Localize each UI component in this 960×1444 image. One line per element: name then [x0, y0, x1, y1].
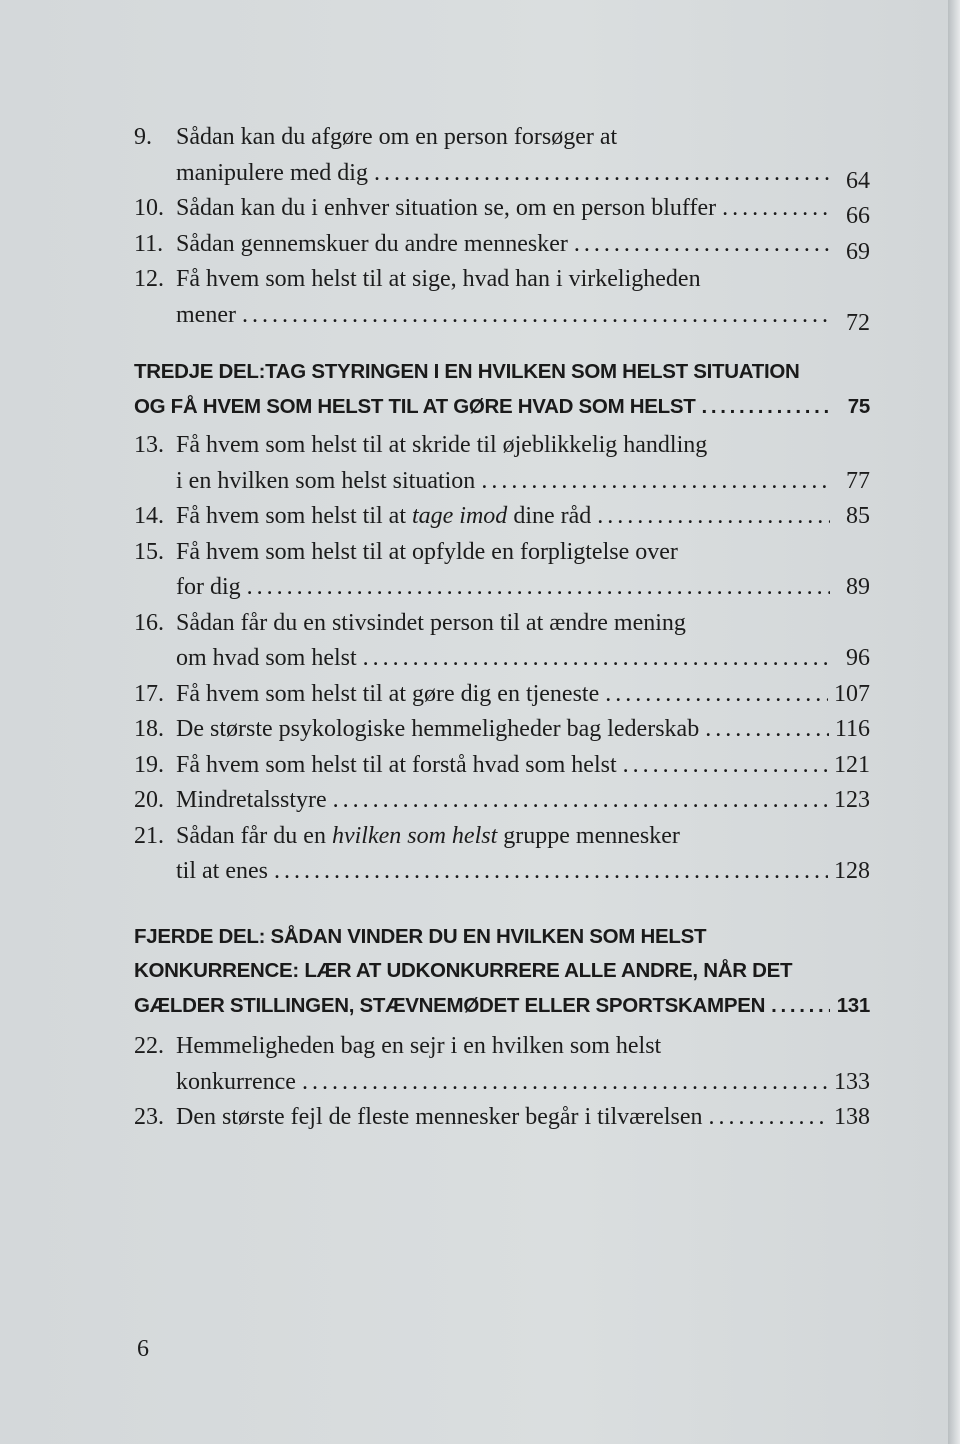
entry-page: 116: [834, 716, 870, 742]
entry-number: 10.: [134, 195, 164, 221]
section-title-line: TREDJE DEL:TAG STYRINGEN I EN HVILKEN SOM HELST SITUATION: [134, 360, 800, 383]
toc-entry-13[interactable]: [134, 428, 870, 499]
entry-title-line: om hvad som helst: [176, 645, 357, 671]
leader-dots: [597, 499, 830, 535]
leader-dots: [771, 989, 830, 1024]
entry-page: 69: [846, 238, 870, 265]
leader-dots: [605, 677, 828, 713]
entry-title-line: konkurrence: [176, 1068, 296, 1095]
leader-dots: [481, 464, 830, 500]
entry-title-line: manipulere med dig: [176, 159, 368, 186]
entry-page: 138: [834, 1104, 870, 1130]
toc-entry-19[interactable]: [134, 748, 870, 784]
toc-entry-17[interactable]: [134, 677, 870, 713]
entry-title-line: Sådan får du en stivsindet person til at ændre mening: [176, 609, 686, 636]
leader-dots: [363, 641, 830, 677]
entry-number: 11.: [134, 230, 164, 257]
toc-entry-15[interactable]: [134, 535, 870, 606]
entry-number: 19.: [134, 751, 164, 778]
entry-title-line: Få hvem som helst til at gøre dig en tjeneste: [176, 680, 600, 707]
section-heading-tredje-del[interactable]: [134, 355, 870, 424]
leader-dots: [705, 712, 829, 748]
entry-number: 15.: [134, 538, 164, 565]
leader-dots: [242, 298, 830, 334]
section-title-line: KONKURRENCE: LÆR AT UDKONKURRERE ALLE ANDRE, NÅR DET: [134, 959, 793, 982]
leader-dots: [247, 570, 830, 606]
entry-title-line: Hemmeligheden bag en sejr i en hvilken som helst: [176, 1033, 662, 1059]
entry-number: 17.: [134, 680, 164, 707]
entry-page: 72: [846, 309, 870, 336]
entry-page: 89: [846, 574, 870, 600]
leader-dots: [274, 854, 828, 890]
table-of-contents: [134, 120, 870, 1136]
entry-title-line: Få hvem som helst til at opfylde en forpligtelse over: [176, 538, 678, 565]
section-title-line: OG FÅ HVEM SOM HELST TIL AT GØRE HVAD SOM HELST: [134, 394, 696, 418]
leader-dots: [302, 1065, 828, 1101]
leader-dots: [333, 783, 828, 819]
entry-number: 13.: [134, 432, 164, 458]
entry-page: 128: [834, 858, 870, 884]
toc-entry-12[interactable]: [134, 262, 870, 336]
entry-title-line: Få hvem som helst til at sige, hvad han i virkeligheden: [176, 266, 701, 292]
toc-entry-9[interactable]: [134, 120, 870, 194]
entry-page: 77: [846, 467, 870, 494]
entry-number: 18.: [134, 716, 164, 742]
entry-title-line: for dig: [176, 574, 241, 600]
toc-entry-22[interactable]: [134, 1029, 870, 1100]
entry-title-line: til at enes: [176, 858, 268, 884]
leader-dots: [709, 1100, 829, 1136]
entry-number: 23.: [134, 1104, 164, 1130]
leader-dots: [623, 748, 828, 784]
entry-page: 107: [834, 680, 870, 707]
section-title-line: GÆLDER STILLINGEN, STÆVNEMØDET ELLER SPORTSKAMPEN: [134, 993, 766, 1017]
entry-number: 21.: [134, 822, 164, 849]
entry-title-line: De største psykologiske hemmeligheder bag lederskab: [176, 716, 700, 742]
entry-title-line: Få hvem som helst til at forstå hvad som helst: [176, 751, 617, 778]
section-page: 75: [847, 394, 870, 418]
entry-page: 123: [834, 787, 870, 813]
leader-dots: [701, 390, 830, 425]
entry-number: 16.: [134, 609, 164, 636]
entry-number: 14.: [134, 503, 164, 529]
entry-number: 9.: [134, 124, 152, 150]
entry-page: 64: [846, 167, 870, 194]
toc-entry-10[interactable]: [134, 191, 870, 227]
page-number: 6: [137, 1336, 149, 1362]
section-heading-fjerde-del[interactable]: [134, 920, 870, 1024]
entry-page: 85: [846, 503, 870, 529]
entry-title-line: mener: [176, 301, 236, 328]
leader-dots: [374, 156, 830, 192]
leader-dots: [574, 227, 830, 263]
toc-entry-20[interactable]: [134, 783, 870, 819]
section-page: 131: [836, 993, 870, 1017]
toc-entry-23[interactable]: [134, 1100, 870, 1136]
toc-entry-14[interactable]: [134, 499, 870, 535]
entry-page: 66: [846, 203, 870, 229]
leader-dots: [722, 191, 830, 227]
entry-title-line: Sådan kan du afgøre om en person forsøger at: [176, 124, 618, 150]
entry-title-line: Sådan får du en hvilken som helst gruppe mennesker: [176, 822, 680, 849]
page-edge: [948, 0, 960, 1444]
entry-title-line: Sådan gennemskuer du andre mennesker: [176, 230, 568, 257]
toc-entry-16[interactable]: [134, 606, 870, 677]
section-title-line: FJERDE DEL: SÅDAN VINDER DU EN HVILKEN SOM HELST: [134, 924, 707, 948]
entry-title-line: Få hvem som helst til at skride til øjeblikkelig handling: [176, 432, 708, 458]
entry-title-line: Sådan kan du i enhver situation se, om en person bluffer: [176, 195, 717, 221]
entry-title-line: Få hvem som helst til at tage imod dine råd: [176, 503, 592, 529]
entry-title-line: Mindretalsstyre: [176, 787, 327, 813]
toc-entry-11[interactable]: [134, 227, 870, 263]
entry-page: 96: [846, 645, 870, 671]
toc-entry-18[interactable]: [134, 712, 870, 748]
entry-title-line: i en hvilken som helst situation: [176, 467, 476, 494]
entry-page: 121: [834, 751, 870, 778]
entry-title-line: Den største fejl de fleste mennesker begår i tilværelsen: [176, 1104, 703, 1130]
toc-entry-21[interactable]: [134, 819, 870, 890]
entry-number: 12.: [134, 266, 164, 292]
entry-page: 133: [834, 1068, 870, 1095]
entry-number: 20.: [134, 787, 164, 813]
entry-number: 22.: [134, 1033, 164, 1059]
